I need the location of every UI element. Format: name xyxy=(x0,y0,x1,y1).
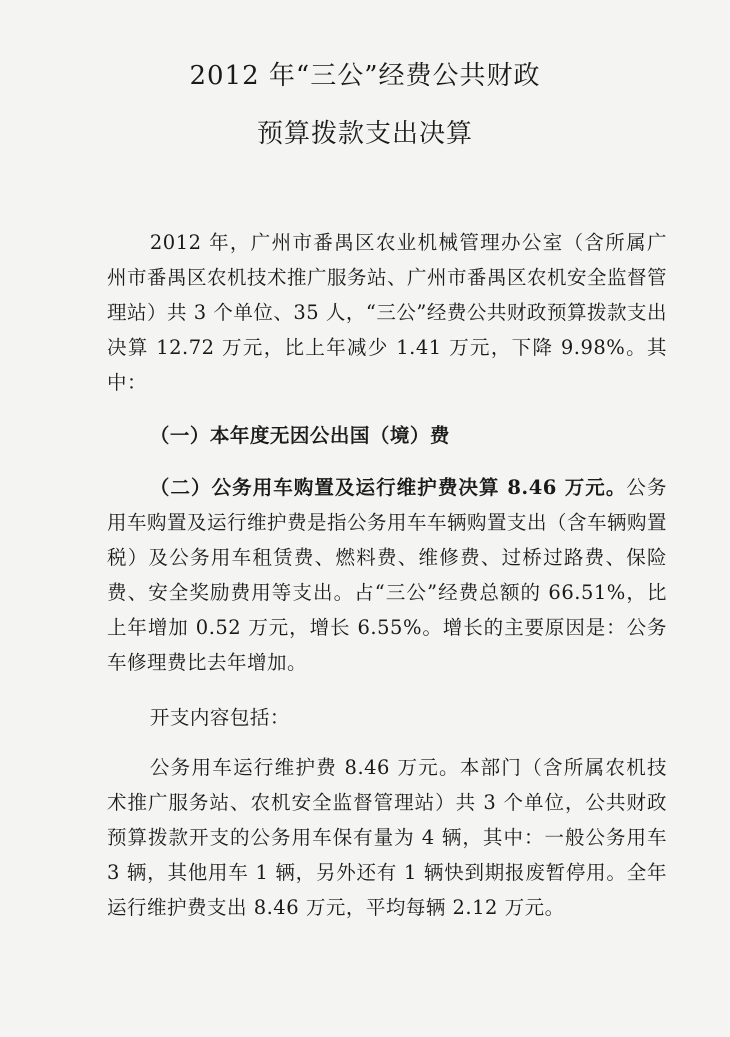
section2-heading: （二）公务用车购置及运行维护费决算 8.46 万元。 xyxy=(149,476,627,499)
maintenance-paragraph: 公务用车运行维护费 8.46 万元。本部门（含所属农机技术推广服务站、农机安全监督管理站）共 3 个单位，公共财政预算拨款开支的公务用车保有量为 4 辆，其中：一般公务用车 3 辆，其他用车 1 辆，另外还有 1 辆快到期报废暂停用。全年运行维护费支出 8.46 万元，平均每辆 2.12 万元。 xyxy=(107,756,667,919)
section2-body: 公务用车购置及运行维护费是指公务用车车辆购置支出（含车辆购置税）及公务用车租赁费、燃料费、维修费、过桥过路费、保险费、安全奖励费用等支出。占“三公”经费总额的 66.51%，比上年增加 0.52 万元，增长 6.55%。增长的主要原因是：公务车修理费比去年增加。 xyxy=(107,476,668,674)
section1-heading: （一）本年度无因公出国（境）费 xyxy=(149,424,450,447)
document-title-line1: 2012 年“三公”经费公共财政 xyxy=(189,61,541,91)
expense-intro: 开支内容包括： xyxy=(149,706,290,729)
intro-paragraph: 2012 年，广州市番禺区农业机械管理办公室（含所属广州市番禺区农机技术推广服务站、广州市番禺区农机安全监督管理站）共 3 个单位、35 人，“三公”经费公共财政预算拨款支出决算 12.72 万元，比上年减少 1.41 万元，下降 9.98%。其中： xyxy=(107,231,668,394)
document-title-line2: 预算拨款支出决算 xyxy=(256,119,473,149)
section2-paragraph xyxy=(107,470,667,680)
